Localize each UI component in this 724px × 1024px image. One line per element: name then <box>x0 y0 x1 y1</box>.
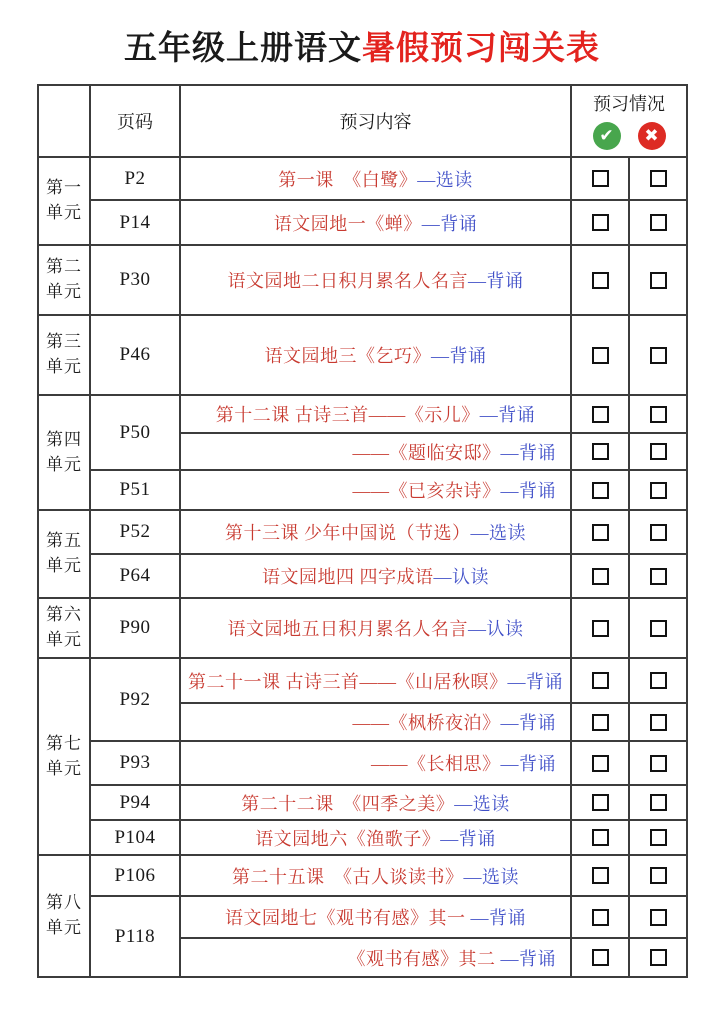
page-title <box>0 0 724 69</box>
page-number-cell: P50 <box>90 395 180 470</box>
page-header-cell: 页码 <box>90 85 180 157</box>
content-blue-text: —选读 <box>463 866 519 887</box>
checkbox-not-done[interactable] <box>650 482 667 499</box>
table-row <box>38 658 687 703</box>
checkbox-cell-not-done <box>629 598 687 658</box>
checkbox-cell-not-done <box>629 896 687 938</box>
checkbox-not-done[interactable] <box>650 347 667 364</box>
checkbox-cell-not-done <box>629 315 687 395</box>
checkbox-cell-done <box>571 938 629 977</box>
content-cell <box>180 820 571 855</box>
checkbox-cell-not-done <box>629 157 687 200</box>
checkbox-cell-done <box>571 703 629 741</box>
checkbox-done[interactable] <box>592 829 609 846</box>
table-header-row <box>38 85 687 157</box>
page-number-cell: P104 <box>90 820 180 855</box>
content-blue-text: —背诵 <box>500 713 556 733</box>
checkbox-cell-not-done <box>629 703 687 741</box>
content-blue-text: —选读 <box>454 793 510 814</box>
page-number-cell: P118 <box>90 896 180 977</box>
status-icons <box>572 122 686 154</box>
checkbox-cell-done <box>571 245 629 315</box>
table-row <box>38 245 687 315</box>
checkbox-cell-not-done <box>629 433 687 470</box>
content-red-text: 第二十一课 古诗三首——《山居秋暝》 <box>188 671 508 692</box>
checkbox-done[interactable] <box>592 482 609 499</box>
checkbox-cell-not-done <box>629 785 687 820</box>
checkbox-done[interactable] <box>592 347 609 364</box>
content-red-text: 语文园地三《乞巧》 <box>264 346 431 366</box>
page-number-cell: P46 <box>90 315 180 395</box>
content-red-text: ——《题临安邸》 <box>352 442 501 463</box>
checkbox-not-done[interactable] <box>650 170 667 187</box>
checkbox-cell-done <box>571 855 629 896</box>
content-blue-text: —背诵 <box>431 346 487 366</box>
content-cell <box>180 245 571 315</box>
page-number-cell: P51 <box>90 470 180 510</box>
checkbox-cell-done <box>571 433 629 470</box>
checkbox-done[interactable] <box>592 949 609 966</box>
page-number-cell: P30 <box>90 245 180 315</box>
content-cell <box>180 554 571 598</box>
content-red-text: 语文园地五日积月累名人名言 <box>227 619 468 639</box>
checkbox-cell-done <box>571 820 629 855</box>
checkbox-cell-not-done <box>629 245 687 315</box>
checkbox-not-done[interactable] <box>650 406 667 423</box>
checkbox-cell-not-done <box>629 395 687 433</box>
unit-header-cell <box>38 85 90 157</box>
content-blue-text: —认读 <box>468 619 524 639</box>
content-red-text: ——《已亥杂诗》 <box>352 481 501 501</box>
table-row <box>38 855 687 896</box>
checkbox-not-done[interactable] <box>650 867 667 884</box>
checkbox-done[interactable] <box>592 755 609 772</box>
content-blue-text: —背诵 <box>468 271 524 291</box>
checkbox-done[interactable] <box>592 909 609 926</box>
checkbox-not-done[interactable] <box>650 568 667 585</box>
unit-cell: 第七 单元 <box>38 658 90 855</box>
table-row <box>38 470 687 510</box>
unit-cell: 第三 单元 <box>38 315 90 395</box>
cross-circle-icon: ✖ <box>638 122 666 150</box>
content-blue-text: —选读 <box>470 523 526 543</box>
table-row <box>38 896 687 938</box>
checkbox-cell-done <box>571 598 629 658</box>
checkbox-not-done[interactable] <box>650 620 667 637</box>
content-blue-text: —背诵 <box>500 754 556 774</box>
checkbox-cell-done <box>571 510 629 554</box>
checkbox-not-done[interactable] <box>650 755 667 772</box>
content-cell <box>180 433 571 470</box>
content-cell <box>180 938 571 977</box>
checkbox-cell-not-done <box>629 510 687 554</box>
content-red-text: ——《枫桥夜泊》 <box>352 713 501 733</box>
content-red-text: 语文园地四 四字成语 <box>262 567 434 587</box>
table-row <box>38 510 687 554</box>
content-cell <box>180 855 571 896</box>
table-row <box>38 200 687 245</box>
checkbox-not-done[interactable] <box>650 714 667 731</box>
table-row <box>38 820 687 855</box>
check-circle-icon: ✔ <box>593 122 621 150</box>
unit-cell: 第六 单元 <box>38 598 90 658</box>
content-cell <box>180 598 571 658</box>
checkbox-cell-not-done <box>629 938 687 977</box>
checkbox-cell-not-done <box>629 820 687 855</box>
checkbox-done[interactable] <box>592 406 609 423</box>
table-body <box>38 157 687 977</box>
content-red-text: 第一课 《白鹭》 <box>278 169 418 190</box>
checkbox-not-done[interactable] <box>650 794 667 811</box>
content-blue-text: —选读 <box>417 169 473 190</box>
checkbox-done[interactable] <box>592 714 609 731</box>
content-red-text: 语文园地六《渔歌子》 <box>255 828 441 849</box>
content-cell <box>180 658 571 703</box>
content-red-text: 第十二课 古诗三首——《示儿》 <box>215 405 480 425</box>
content-blue-text: —背诵 <box>440 828 496 849</box>
checkbox-not-done[interactable] <box>650 443 667 460</box>
checkbox-cell-not-done <box>629 741 687 785</box>
content-red-text: ——《长相思》 <box>371 754 501 774</box>
checkbox-cell-not-done <box>629 658 687 703</box>
table-row <box>38 395 687 433</box>
preview-table <box>37 84 688 978</box>
checkbox-cell-done <box>571 315 629 395</box>
content-blue-text: —背诵 <box>479 405 536 425</box>
checkbox-not-done[interactable] <box>650 524 667 541</box>
checkbox-done[interactable] <box>592 867 609 884</box>
checkbox-cell-not-done <box>629 855 687 896</box>
checkbox-not-done[interactable] <box>650 272 667 289</box>
unit-cell: 第四 单元 <box>38 395 90 510</box>
content-cell <box>180 510 571 554</box>
status-header-label: 预习情况 <box>593 94 665 114</box>
checkbox-done[interactable] <box>592 620 609 637</box>
checkbox-cell-not-done <box>629 200 687 245</box>
checkbox-done[interactable] <box>592 272 609 289</box>
page-number-cell: P92 <box>90 658 180 741</box>
page-number-cell: P14 <box>90 200 180 245</box>
page-number-cell: P52 <box>90 510 180 554</box>
page-number-cell: P90 <box>90 598 180 658</box>
checkbox-done[interactable] <box>592 568 609 585</box>
checkbox-cell-done <box>571 658 629 703</box>
checkbox-not-done[interactable] <box>650 949 667 966</box>
content-header-cell: 预习内容 <box>180 85 571 157</box>
checkbox-done[interactable] <box>592 443 609 460</box>
page-title-black: 五年级上册语文 <box>124 31 362 67</box>
content-cell <box>180 200 571 245</box>
checkbox-done[interactable] <box>592 170 609 187</box>
content-cell <box>180 470 571 510</box>
content-red-text: 语文园地一《蝉》 <box>273 213 422 234</box>
content-cell <box>180 741 571 785</box>
content-blue-text: —背诵 <box>421 213 478 234</box>
unit-cell: 第二 单元 <box>38 245 90 315</box>
checkbox-not-done[interactable] <box>650 909 667 926</box>
checkbox-not-done[interactable] <box>650 829 667 846</box>
status-header-cell <box>571 85 687 157</box>
page-number-cell: P93 <box>90 741 180 785</box>
content-cell <box>180 157 571 200</box>
checkbox-not-done[interactable] <box>650 214 667 231</box>
checkbox-cell-done <box>571 470 629 510</box>
page-number-cell: P2 <box>90 157 180 200</box>
table-row <box>38 554 687 598</box>
checkbox-cell-done <box>571 554 629 598</box>
content-blue-text: —背诵 <box>500 481 556 501</box>
unit-cell: 第八 单元 <box>38 855 90 977</box>
content-blue-text: —背诵 <box>500 948 556 969</box>
checkbox-cell-done <box>571 157 629 200</box>
content-cell <box>180 785 571 820</box>
checkbox-cell-done <box>571 785 629 820</box>
content-cell <box>180 395 571 433</box>
checkbox-done[interactable] <box>592 672 609 689</box>
checkbox-cell-not-done <box>629 554 687 598</box>
checkbox-not-done[interactable] <box>650 672 667 689</box>
table-row <box>38 785 687 820</box>
checkbox-done[interactable] <box>592 214 609 231</box>
content-red-text: 第二十五课 《古人谈读书》 <box>232 866 464 887</box>
content-red-text: 语文园地二日积月累名人名言 <box>227 271 468 291</box>
content-red-text: 第十三课 少年中国说（节选） <box>225 523 471 543</box>
checkbox-cell-done <box>571 200 629 245</box>
page-title-red: 暑假预习闯关表 <box>362 31 600 67</box>
checkbox-cell-done <box>571 896 629 938</box>
checkbox-done[interactable] <box>592 794 609 811</box>
checkbox-cell-not-done <box>629 470 687 510</box>
page-number-cell: P64 <box>90 554 180 598</box>
content-blue-text: —认读 <box>433 567 489 587</box>
checkbox-cell-done <box>571 741 629 785</box>
unit-cell: 第一 单元 <box>38 157 90 245</box>
checkbox-done[interactable] <box>592 524 609 541</box>
page-number-cell: P94 <box>90 785 180 820</box>
content-blue-text: —背诵 <box>507 671 563 692</box>
content-red-text: 《观书有感》其二 <box>347 948 501 969</box>
content-cell <box>180 315 571 395</box>
unit-cell: 第五 单元 <box>38 510 90 598</box>
table-row <box>38 741 687 785</box>
content-blue-text: —背诵 <box>470 908 526 928</box>
table-row <box>38 315 687 395</box>
table-row <box>38 157 687 200</box>
content-red-text: 语文园地七《观书有感》其一 <box>225 908 471 928</box>
content-red-text: 第二十二课 《四季之美》 <box>241 793 455 814</box>
checkbox-cell-done <box>571 395 629 433</box>
content-cell <box>180 703 571 741</box>
content-blue-text: —背诵 <box>500 442 556 463</box>
table-row <box>38 598 687 658</box>
content-cell <box>180 896 571 938</box>
page-number-cell: P106 <box>90 855 180 896</box>
